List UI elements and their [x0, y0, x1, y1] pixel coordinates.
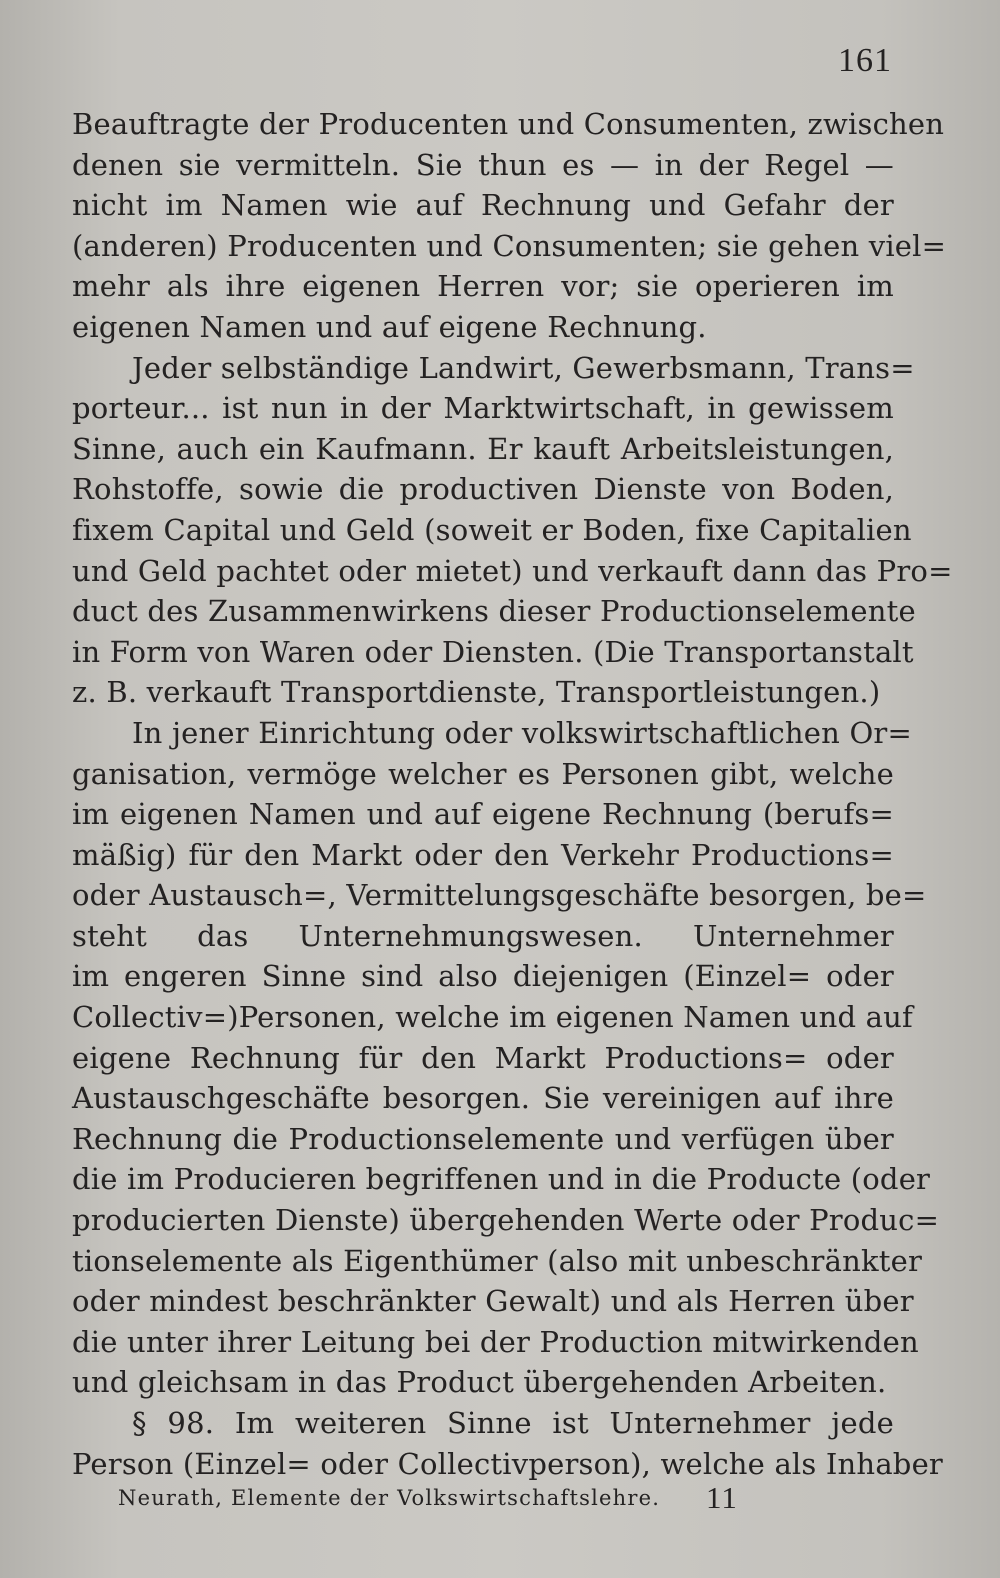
text-line: Jeder selbständige Landwirt, Gewerbsmann, Trans=: [132, 350, 915, 385]
text-line: ganisation, vermöge welcher es Personen gibt, welche: [72, 756, 894, 791]
text-line: oder mindest beschränkter Gewalt) und als Herren über: [72, 1284, 914, 1319]
text-line: Austauschgeschäfte besorgen. Sie vereinigen auf ihre: [72, 1081, 894, 1116]
text-line: eigenen Namen und auf eigene Rechnung.: [72, 309, 707, 344]
text-line: in Form von Waren oder Diensten. (Die Transportanstalt: [72, 634, 914, 669]
text-line: fixem Capital und Geld (soweit er Boden, fixe Capitalien: [72, 512, 912, 547]
text-line: im engeren Sinne sind also diejenigen (Einzel= oder: [72, 959, 894, 994]
text-line: porteur... ist nun in der Marktwirtschaft, in gewissem: [72, 391, 894, 426]
text-line: § 98. Im weiteren Sinne ist Unternehmer jede: [132, 1406, 894, 1440]
text-line: mäßig) für den Markt oder den Verkehr Productions=: [72, 837, 894, 872]
text-line: im eigenen Namen und auf eigene Rechnung (berufs=: [72, 797, 894, 832]
text-line: Person (Einzel= oder Collectivperson), welche als Inhaber: [72, 1446, 943, 1481]
text-line: tionselemente als Eigenthümer (also mit unbeschränkter: [72, 1243, 923, 1278]
body-text: [72, 104, 953, 1484]
text-line: eigene Rechnung für den Markt Productions= oder: [72, 1040, 894, 1075]
text-line: (anderen) Producenten und Consumenten; sie gehen viel=: [72, 228, 947, 263]
text-line: Beauftragte der Producenten und Consumenten, zwischen: [72, 107, 945, 141]
text-line: Collectiv=)Personen, welche im eigenen Namen und auf: [72, 1000, 913, 1035]
text-line: und Geld pachtet oder mietet) und verkauft dann das Pro=: [72, 553, 953, 588]
text-line: nicht im Namen wie auf Rechnung und Gefahr der: [72, 188, 894, 223]
text-line: In jener Einrichtung oder volkswirtschaftlichen Or=: [132, 715, 912, 750]
text-line: mehr als ihre eigenen Herren vor; sie operieren im: [72, 269, 894, 304]
running-footer: Neurath, Elemente der Volkswirtschaftslehre.: [118, 1486, 661, 1510]
text-line: die im Producieren begriffenen und in die Producte (oder: [72, 1162, 931, 1197]
page-number: 161: [838, 42, 892, 79]
text-line: Sinne, auch ein Kaufmann. Er kauft Arbeitsleistungen,: [72, 431, 894, 466]
text-line: die unter ihrer Leitung bei der Production mitwirkenden: [72, 1324, 919, 1359]
text-line: und gleichsam in das Product übergehenden Arbeiten.: [72, 1365, 887, 1400]
text-line: duct des Zusammenwirkens dieser Productionselemente: [72, 594, 916, 629]
text-line: oder Austausch=, Vermittelungsgeschäfte besorgen, be=: [72, 878, 927, 913]
text-line: Rechnung die Productionselemente und verfügen über: [72, 1121, 894, 1156]
text-line: steht das Unternehmungswesen. Unternehmer: [72, 918, 894, 953]
text-line: z. B. verkauft Transportdienste, Transportleistungen.): [72, 675, 881, 710]
text-line: producierten Dienste) übergehenden Werte oder Produc=: [72, 1203, 940, 1238]
text-line: denen sie vermitteln. Sie thun es — in der Regel —: [72, 147, 894, 182]
signature-mark: 11: [706, 1480, 738, 1515]
text-line: Rohstoffe, sowie die productiven Dienste von Boden,: [72, 472, 894, 507]
